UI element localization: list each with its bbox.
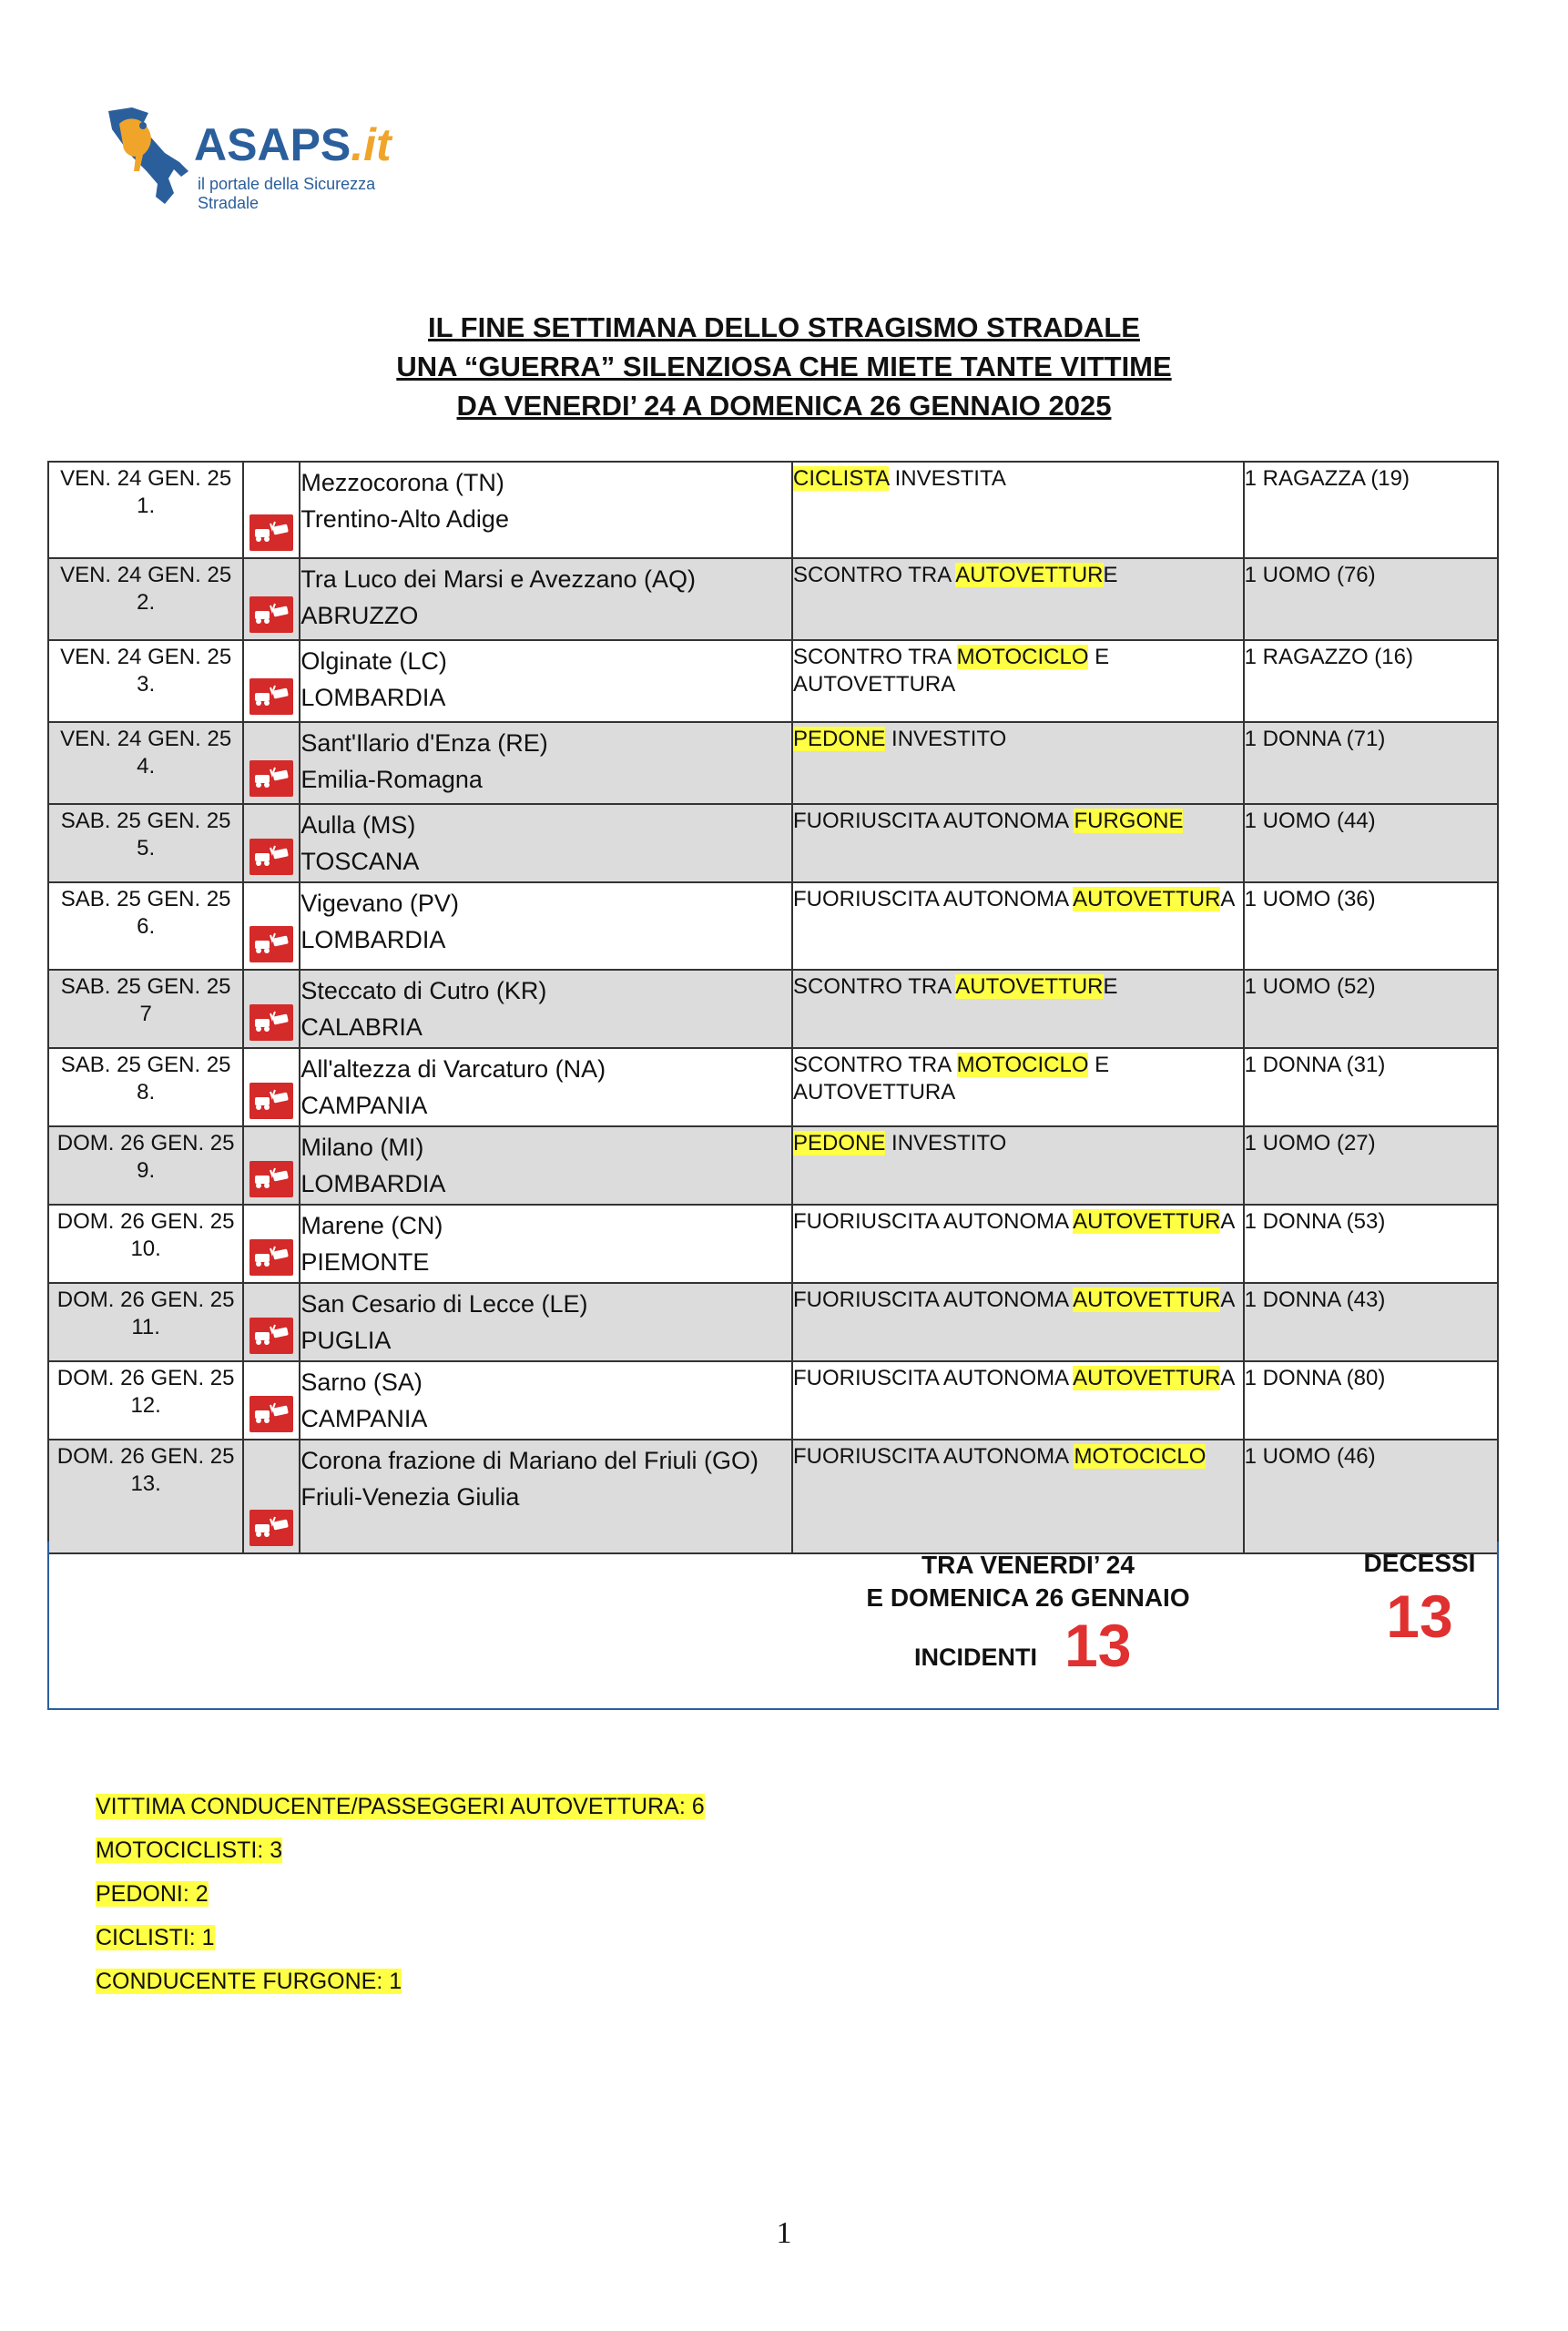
table-row [48,722,1498,804]
car-crash-icon [249,926,293,962]
row-victim: 1 DONNA (71) [1244,722,1498,804]
highlighted-text: AUTOVETTUR [1073,1288,1221,1312]
highlighted-text: AUTOVETTUR [1073,887,1221,911]
description-text: A [1220,887,1236,911]
place-name: Vigevano (PV) [300,890,459,917]
region-name: LOMBARDIA [300,1170,446,1197]
row-description [792,882,1244,970]
car-crash-icon [249,1083,293,1119]
description-text: E [1103,974,1118,999]
region-name: LOMBARDIA [300,684,446,711]
italy-horse-logo-icon [96,102,196,211]
row-date [48,1283,243,1361]
row-victim: 1 UOMO (52) [1244,970,1498,1048]
description-text: FUORIUSCITA AUTONOMA [793,809,1074,833]
car-crash-icon [249,678,293,715]
date-text: DOM. 26 GEN. 25 [56,1209,235,1234]
stat-item: VITTIMA CONDUCENTE/PASSEGGERI AUTOVETTURA: 6 [96,1794,705,1819]
row-victim: 1 UOMO (76) [1244,558,1498,640]
row-date [48,882,243,970]
region-name: PUGLIA [300,1327,392,1354]
row-place [300,1048,792,1126]
row-date [48,558,243,640]
row-place [300,640,792,722]
car-crash-icon [249,514,293,551]
description-text: E AUTOVETTURA [793,645,1110,697]
table-row [48,1205,1498,1283]
incidents-label: INCIDENTI [914,1644,1037,1671]
row-victim: 1 DONNA (31) [1244,1048,1498,1126]
row-description [792,970,1244,1048]
table-row [48,1440,1498,1553]
row-number: 11. [131,1315,160,1339]
row-description [792,462,1244,558]
title-line-2: UNA “GUERRA” SILENZIOSA CHE MIETE TANTE VITTIME [396,351,1172,382]
place-name: All'altezza di Varcaturo (NA) [300,1055,606,1083]
page-number: 1 [776,2216,792,2250]
row-date [48,1440,243,1553]
row-number: 10. [130,1237,161,1261]
region-name: Trentino-Alto Adige [300,505,509,533]
row-number: 4. [137,754,156,779]
highlighted-text: AUTOVETTUR [955,974,1104,999]
row-place [300,722,792,804]
summary-box [47,1542,1499,1710]
highlighted-text: AUTOVETTUR [1073,1209,1221,1234]
place-name: San Cesario di Lecce (LE) [300,1290,588,1318]
row-icon-cell [243,882,300,970]
description-text: A [1220,1209,1236,1234]
date-text: VEN. 24 GEN. 25 [60,645,232,669]
row-victim: 1 DONNA (43) [1244,1283,1498,1361]
row-number: 12. [130,1393,161,1418]
row-place [300,1283,792,1361]
description-text: INVESTITO [885,727,1007,751]
highlighted-text: PEDONE [793,727,886,751]
description-text: SCONTRO TRA [793,645,957,669]
date-text: VEN. 24 GEN. 25 [60,466,232,491]
row-date [48,1126,243,1205]
car-crash-icon [249,1318,293,1354]
row-date [48,462,243,558]
region-name: PIEMONTE [300,1248,430,1276]
asaps-logo [96,102,423,220]
region-name: CAMPANIA [300,1092,428,1119]
row-place [300,1126,792,1205]
description-text: FUORIUSCITA AUTONOMA [793,1444,1074,1469]
row-date [48,1048,243,1126]
row-description [792,1440,1244,1553]
document-title [0,308,1568,425]
row-description [792,722,1244,804]
date-text: SAB. 25 GEN. 25 [60,887,231,911]
table-row [48,1361,1498,1440]
row-number: 2. [137,590,156,615]
place-name: Mezzocorona (TN) [300,469,504,496]
description-text: INVESTITA [888,466,1006,491]
date-text: SAB. 25 GEN. 25 [60,809,231,833]
row-date [48,640,243,722]
deaths-label: DECESSI [1363,1549,1476,1577]
row-victim: 1 DONNA (80) [1244,1361,1498,1440]
row-number: 6. [137,914,156,939]
row-victim: 1 RAGAZZA (19) [1244,462,1498,558]
place-name: Steccato di Cutro (KR) [300,977,547,1004]
row-icon-cell [243,640,300,722]
description-text: SCONTRO TRA [793,563,956,587]
description-text: A [1220,1366,1236,1390]
table-row [48,970,1498,1048]
description-text: E [1103,563,1118,587]
region-name: CALABRIA [300,1013,423,1041]
table-row [48,640,1498,722]
row-place [300,1440,792,1553]
row-date [48,804,243,882]
row-place [300,882,792,970]
summary-period: TRA VENERDI’ 24 E DOMENICA 26 GENNAIO [866,1551,1190,1612]
row-date [48,722,243,804]
row-number: 3. [137,672,156,697]
table-row [48,1283,1498,1361]
row-victim: 1 UOMO (44) [1244,804,1498,882]
row-icon-cell [243,1048,300,1126]
place-name: Corona frazione di Mariano del Friuli (GO) [300,1447,759,1474]
victim-stats [96,1785,705,2003]
place-name: Olginate (LC) [300,647,447,675]
description-text: FUORIUSCITA AUTONOMA [793,887,1074,911]
car-crash-icon [249,760,293,797]
table-row [48,462,1498,558]
date-text: SAB. 25 GEN. 25 [60,974,231,999]
row-number: 13. [130,1471,161,1496]
row-victim: 1 UOMO (36) [1244,882,1498,970]
row-description [792,1205,1244,1283]
highlighted-text: MOTOCICLO [956,645,1089,669]
date-text: VEN. 24 GEN. 25 [60,727,232,751]
car-crash-icon [249,1396,293,1432]
row-victim: 1 DONNA (53) [1244,1205,1498,1283]
date-text: DOM. 26 GEN. 25 [56,1288,235,1312]
row-victim: 1 UOMO (27) [1244,1126,1498,1205]
accidents-table [47,461,1499,1554]
place-name: Tra Luco dei Marsi e Avezzano (AQ) [300,565,697,593]
row-icon-cell [243,1361,300,1440]
row-icon-cell [243,804,300,882]
place-name: Sant'Ilario d'Enza (RE) [300,729,548,757]
row-place [300,1205,792,1283]
car-crash-icon [249,596,293,633]
highlighted-text: FURGONE [1074,809,1184,833]
incidents-count: 13 [1064,1612,1132,1679]
logo-subtitle: il portale della Sicurezza Stradale [198,175,376,212]
row-place [300,558,792,640]
place-name: Marene (CN) [300,1212,443,1239]
row-number: 5. [137,836,156,860]
highlighted-text: MOTOCICLO [1074,1444,1207,1469]
description-text: FUORIUSCITA AUTONOMA [793,1209,1074,1234]
car-crash-icon [249,1161,293,1197]
title-line-3: DA VENERDI’ 24 A DOMENICA 26 GENNAIO 2025 [456,390,1112,422]
row-date [48,970,243,1048]
row-place [300,970,792,1048]
car-crash-icon [249,1239,293,1276]
deaths-count: 13 [1386,1583,1453,1650]
description-text: SCONTRO TRA [793,974,956,999]
row-icon-cell [243,1126,300,1205]
row-victim: 1 UOMO (46) [1244,1440,1498,1553]
logo-name: ASAPS.it [194,119,392,170]
region-name: CAMPANIA [300,1405,428,1432]
highlighted-text: AUTOVETTUR [1073,1366,1221,1390]
row-number: 7 [139,1002,152,1026]
row-description [792,1048,1244,1126]
highlighted-text: PEDONE [793,1131,886,1155]
row-icon-cell [243,1440,300,1553]
region-name: Friuli-Venezia Giulia [300,1483,520,1511]
row-icon-cell [243,970,300,1048]
row-description [792,558,1244,640]
row-place [300,462,792,558]
place-name: Aulla (MS) [300,811,416,839]
description-text: INVESTITO [885,1131,1007,1155]
date-text: DOM. 26 GEN. 25 [56,1131,235,1155]
description-text: A [1220,1288,1236,1312]
row-description [792,1361,1244,1440]
date-text: VEN. 24 GEN. 25 [60,563,232,587]
region-name: TOSCANA [300,848,420,875]
date-text: SAB. 25 GEN. 25 [60,1053,231,1077]
region-name: ABRUZZO [300,602,419,629]
stat-item: PEDONI: 2 [96,1881,209,1907]
row-place [300,1361,792,1440]
table-row [48,558,1498,640]
row-victim: 1 RAGAZZO (16) [1244,640,1498,722]
row-number: 1. [137,494,156,518]
row-date [48,1361,243,1440]
highlighted-text: MOTOCICLO [956,1053,1089,1077]
car-crash-icon [249,1510,293,1546]
stat-item: MOTOCICLISTI: 3 [96,1837,283,1863]
date-text: DOM. 26 GEN. 25 [56,1366,235,1390]
description-text: E AUTOVETTURA [793,1053,1110,1104]
row-description [792,1283,1244,1361]
table-row [48,1048,1498,1126]
place-name: Sarno (SA) [300,1369,423,1396]
description-text: SCONTRO TRA [793,1053,957,1077]
car-crash-icon [249,1004,293,1041]
row-description [792,1126,1244,1205]
row-description [792,804,1244,882]
car-crash-icon [249,839,293,875]
row-icon-cell [243,722,300,804]
row-icon-cell [243,558,300,640]
row-number: 8. [137,1080,156,1104]
table-row [48,804,1498,882]
date-text: DOM. 26 GEN. 25 [56,1444,235,1469]
description-text: FUORIUSCITA AUTONOMA [793,1288,1074,1312]
highlighted-text: CICLISTA [793,466,889,491]
stat-item: CICLISTI: 1 [96,1925,215,1950]
row-description [792,640,1244,722]
row-icon-cell [243,1283,300,1361]
title-line-1: IL FINE SETTIMANA DELLO STRAGISMO STRADALE [428,311,1140,343]
stat-item: CONDUCENTE FURGONE: 1 [96,1969,402,1994]
table-row [48,882,1498,970]
highlighted-text: AUTOVETTUR [955,563,1104,587]
region-name: LOMBARDIA [300,926,446,953]
place-name: Milano (MI) [300,1134,424,1161]
region-name: Emilia-Romagna [300,766,483,793]
row-place [300,804,792,882]
description-text: FUORIUSCITA AUTONOMA [793,1366,1074,1390]
row-number: 9. [137,1158,156,1183]
row-date [48,1205,243,1283]
table-row [48,1126,1498,1205]
row-icon-cell [243,462,300,558]
row-icon-cell [243,1205,300,1283]
